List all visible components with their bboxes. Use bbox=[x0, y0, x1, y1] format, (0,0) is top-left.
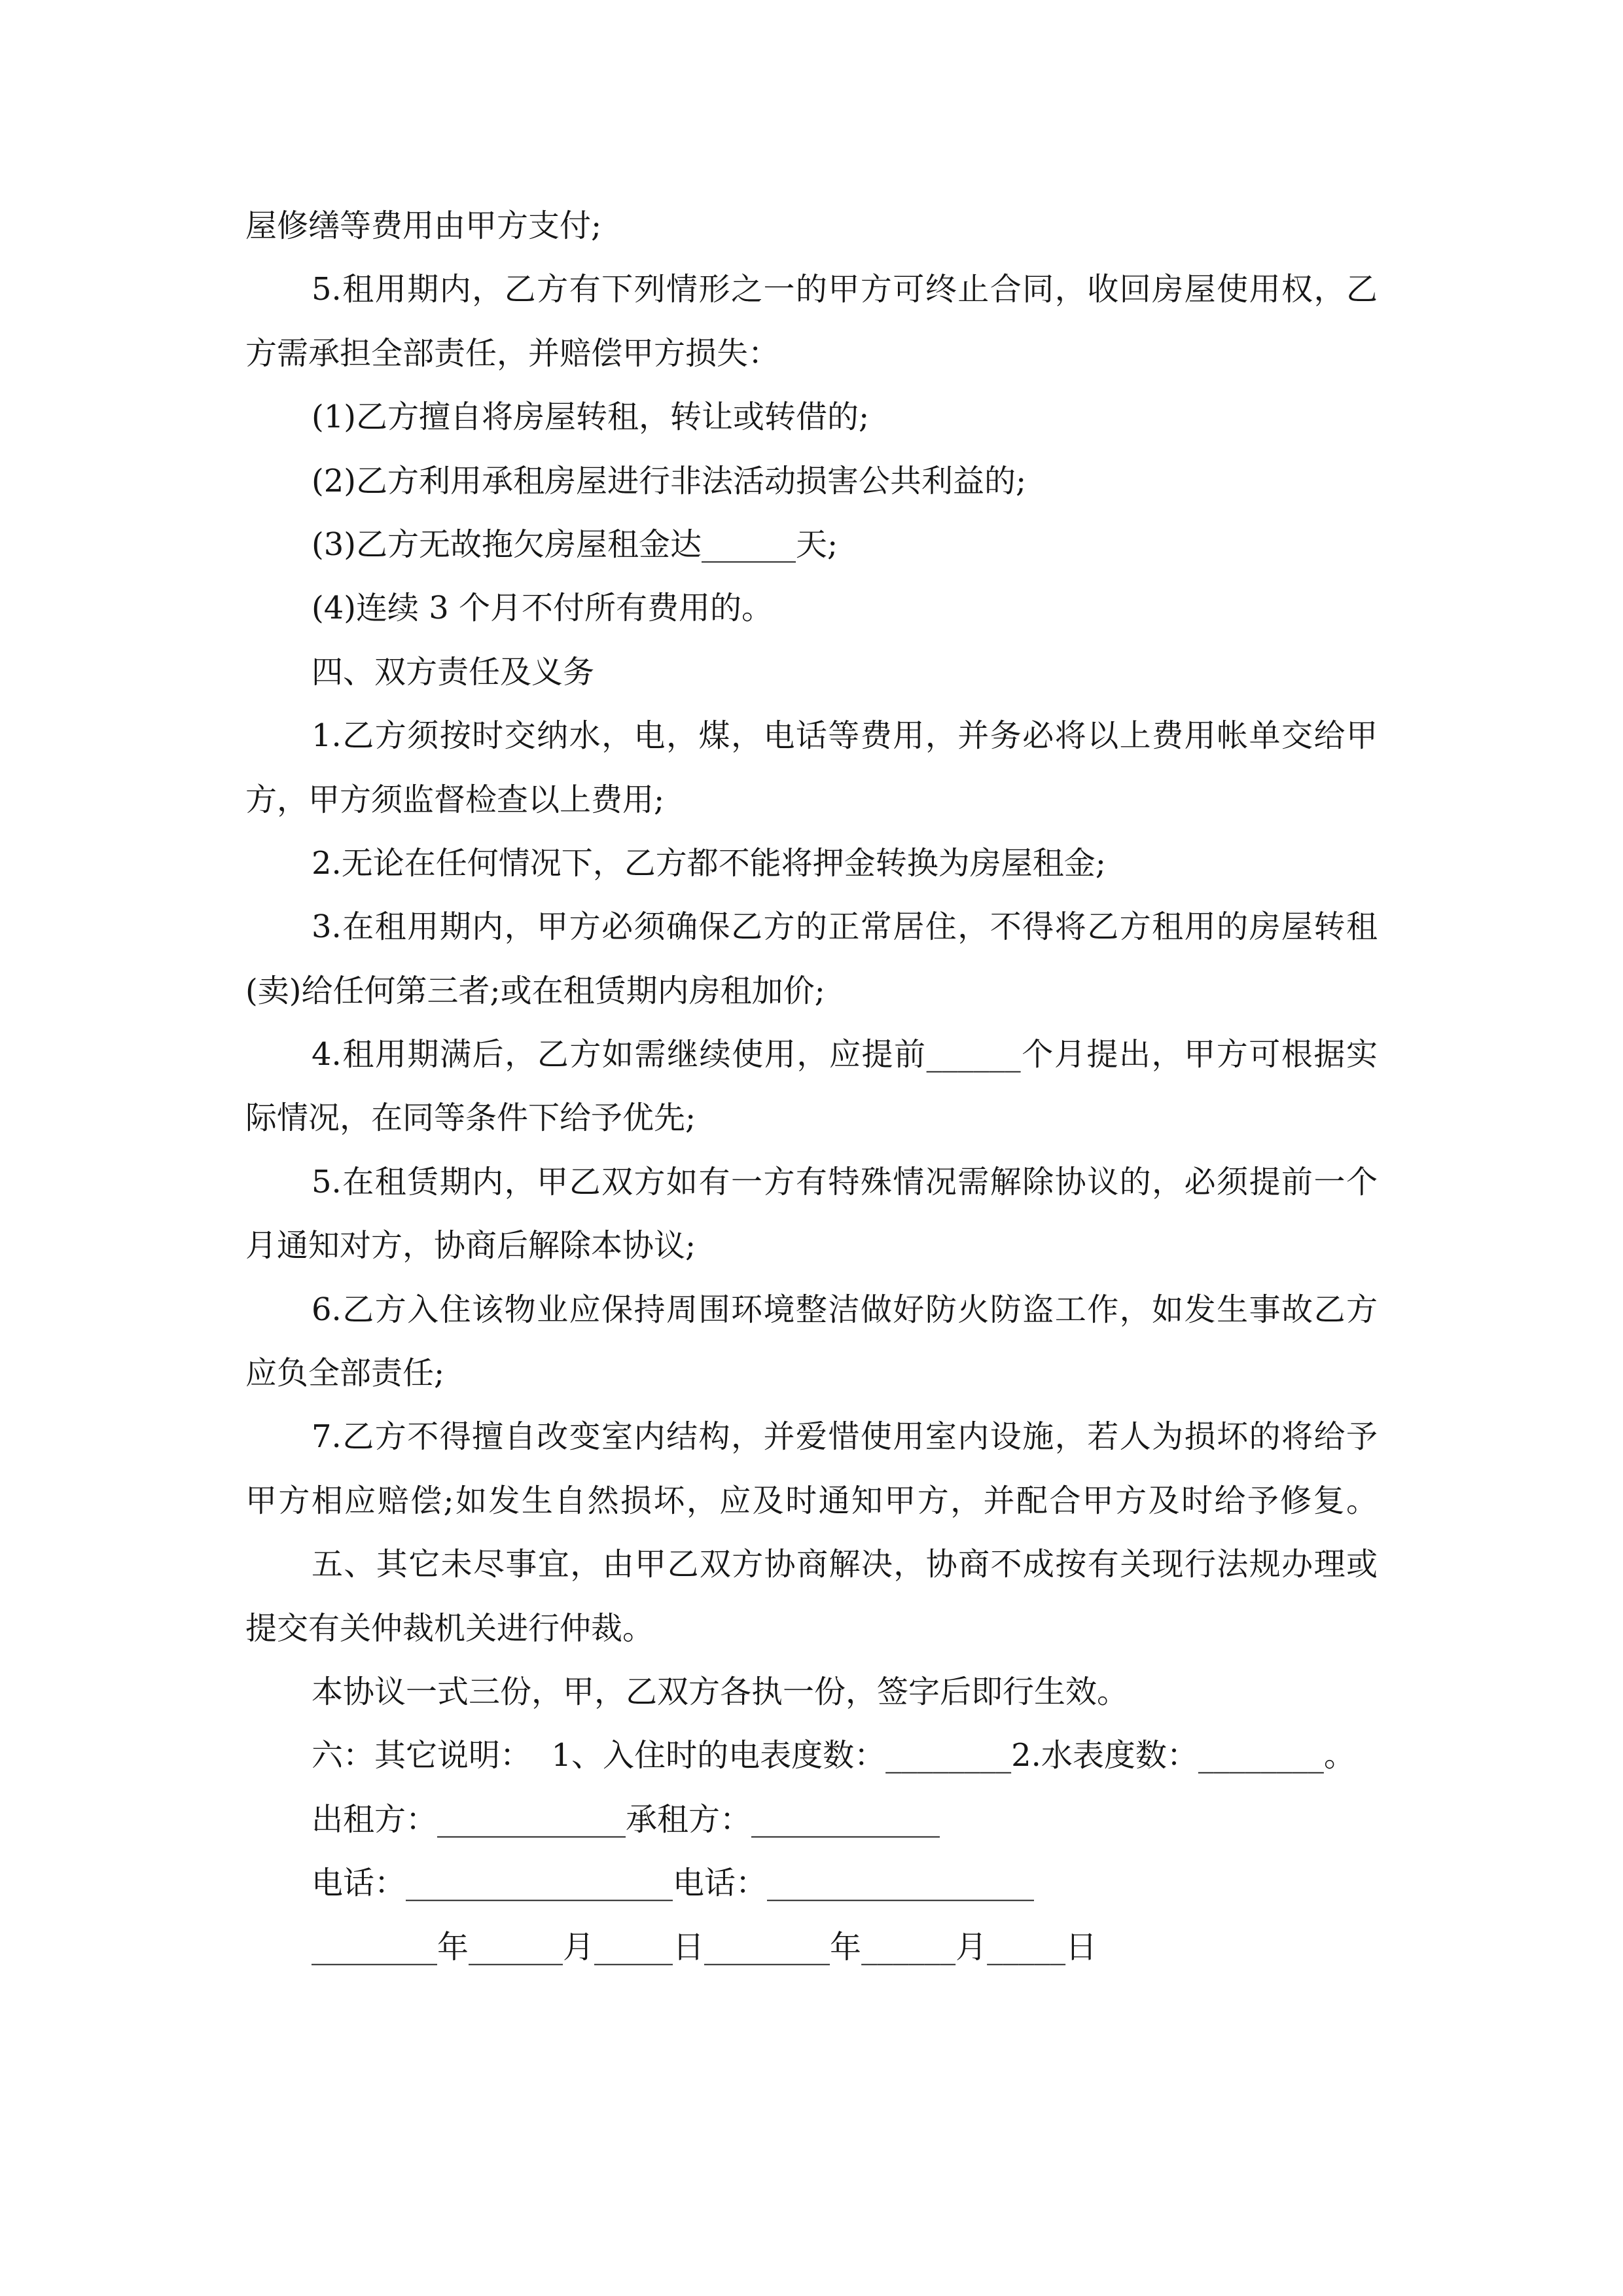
lessee-label: 承租方： bbox=[626, 1801, 752, 1838]
date-1-day-blank: _____ bbox=[594, 1928, 673, 1965]
termination-item-2: (2)乙方利用承租房屋进行非法活动损害公共利益的; bbox=[312, 462, 1027, 499]
clause-line: 3.在租用期内，甲方必须确保乙方的正常居住，不得将乙方租用的房屋转租 bbox=[312, 908, 1378, 946]
clause-line: 方，甲方须监督检查以上费用; bbox=[245, 781, 665, 818]
section-4-clause-7 bbox=[0, 1405, 1623, 1533]
termination-clause-line: 方需承担全部责任，并赔偿甲方损失： bbox=[245, 334, 780, 372]
lessee-phone-blank: _________________ bbox=[767, 1865, 1035, 1902]
water-meter-blank: ________ bbox=[1198, 1737, 1324, 1774]
date-2-year-blank: ________ bbox=[704, 1928, 830, 1965]
date-1-month-label: 月 bbox=[563, 1928, 595, 1965]
clause-line: 甲方相应赔偿;如发生自然损坏，应及时通知甲方，并配合甲方及时给予修复。 bbox=[245, 1482, 1378, 1519]
clause-line: 际情况，在同等条件下给予优先; bbox=[245, 1100, 696, 1137]
clause-line: (卖)给任何第三者;或在租赁期内房租加价; bbox=[245, 972, 825, 1009]
date-2-day-blank: _____ bbox=[987, 1928, 1066, 1965]
previous-clause-continuation: 屋修缮等费用由甲方支付; bbox=[245, 207, 602, 244]
section-4-clause-2 bbox=[0, 832, 1623, 895]
lessor-label: 出租方： bbox=[312, 1801, 438, 1838]
clause-line: 2.无论在任何情况下，乙方都不能将押金转换为房屋租金; bbox=[312, 844, 1106, 882]
section-4-clause-6 bbox=[0, 1278, 1623, 1406]
clause-line: 5.在租赁期内，甲乙双方如有一方有特殊情况需解除协议的，必须提前一个 bbox=[312, 1163, 1378, 1200]
clause-line: 7.乙方不得擅自改变室内结构，并爱惜使用室内设施，若人为损坏的将给予 bbox=[312, 1418, 1378, 1456]
termination-item-1: (1)乙方擅自将房屋转租，转让或转借的; bbox=[312, 399, 870, 436]
section-5-line: 提交有关仲裁机关进行仲裁。 bbox=[245, 1609, 654, 1647]
lessor-phone-label: 电话： bbox=[312, 1865, 406, 1902]
lessee-phone-label: 电话： bbox=[673, 1865, 768, 1902]
date-2-day-label: 日 bbox=[1065, 1928, 1097, 1965]
date-line bbox=[312, 1916, 1623, 1979]
termination-clause bbox=[0, 258, 1623, 640]
clause-line: 应负全部责任; bbox=[245, 1355, 445, 1392]
date-2-year-label: 年 bbox=[830, 1928, 862, 1965]
section-4-clause-5 bbox=[0, 1151, 1623, 1278]
phone-line bbox=[312, 1852, 1623, 1915]
date-2-month-blank: ______ bbox=[861, 1928, 956, 1965]
date-1-month-blank: ______ bbox=[469, 1928, 563, 1965]
section-4 bbox=[0, 641, 1623, 1533]
lessee-signature-blank: ____________ bbox=[751, 1801, 940, 1838]
lessor-signature-blank: ____________ bbox=[437, 1801, 626, 1838]
date-2-month-label: 月 bbox=[955, 1928, 988, 1965]
clause-line: 6.乙方入住该物业应保持周围环境整洁做好防火防盗工作，如发生事故乙方 bbox=[312, 1291, 1378, 1328]
contract-page bbox=[0, 194, 1623, 1979]
termination-clause-line: 5.租用期内，乙方有下列情形之一的甲方可终止合同，收回房屋使用权，乙 bbox=[312, 271, 1378, 308]
clause-line: 4.租用期满后，乙方如需继续使用，应提前______个月提出，甲方可根据实 bbox=[312, 1036, 1378, 1073]
other-notes-line bbox=[312, 1724, 1623, 1787]
termination-item-3: (3)乙方无故拖欠房屋租金达______天; bbox=[312, 526, 838, 563]
electric-meter-label: 1、入住时的电表度数： bbox=[531, 1737, 886, 1774]
section-4-heading: 四、双方责任及义务 bbox=[312, 653, 595, 691]
section-4-clause-4 bbox=[0, 1023, 1623, 1151]
lessor-phone-blank: _________________ bbox=[406, 1865, 673, 1902]
date-1-year-label: 年 bbox=[437, 1928, 469, 1965]
effect-statement: 本协议一式三份，甲，乙双方各执一份，签字后即行生效。 bbox=[312, 1673, 1129, 1710]
termination-item-4: (4)连续 3 个月不付所有费用的。 bbox=[312, 590, 774, 627]
section-4-clause-3 bbox=[0, 895, 1623, 1023]
date-1-day-label: 日 bbox=[673, 1928, 705, 1965]
clause-line: 月通知对方，协商后解除本协议; bbox=[245, 1227, 696, 1265]
section-5-line: 五、其它未尽事宜，由甲乙双方协商解决，协商不成按有关现行法规办理或 bbox=[312, 1546, 1378, 1583]
other-notes-label: 六：其它说明： bbox=[312, 1737, 532, 1774]
section-5 bbox=[0, 1533, 1623, 1660]
water-meter-label: 2.水表度数： bbox=[1011, 1737, 1198, 1774]
line-end-period: 。 bbox=[1323, 1737, 1355, 1774]
section-4-clause-1 bbox=[0, 704, 1623, 832]
signature-line bbox=[312, 1788, 1623, 1852]
date-1-year-blank: ________ bbox=[312, 1928, 437, 1965]
electric-meter-blank: ________ bbox=[885, 1737, 1012, 1774]
clause-line: 1.乙方须按时交纳水，电，煤，电话等费用，并务必将以上费用帐单交给甲 bbox=[312, 717, 1378, 755]
